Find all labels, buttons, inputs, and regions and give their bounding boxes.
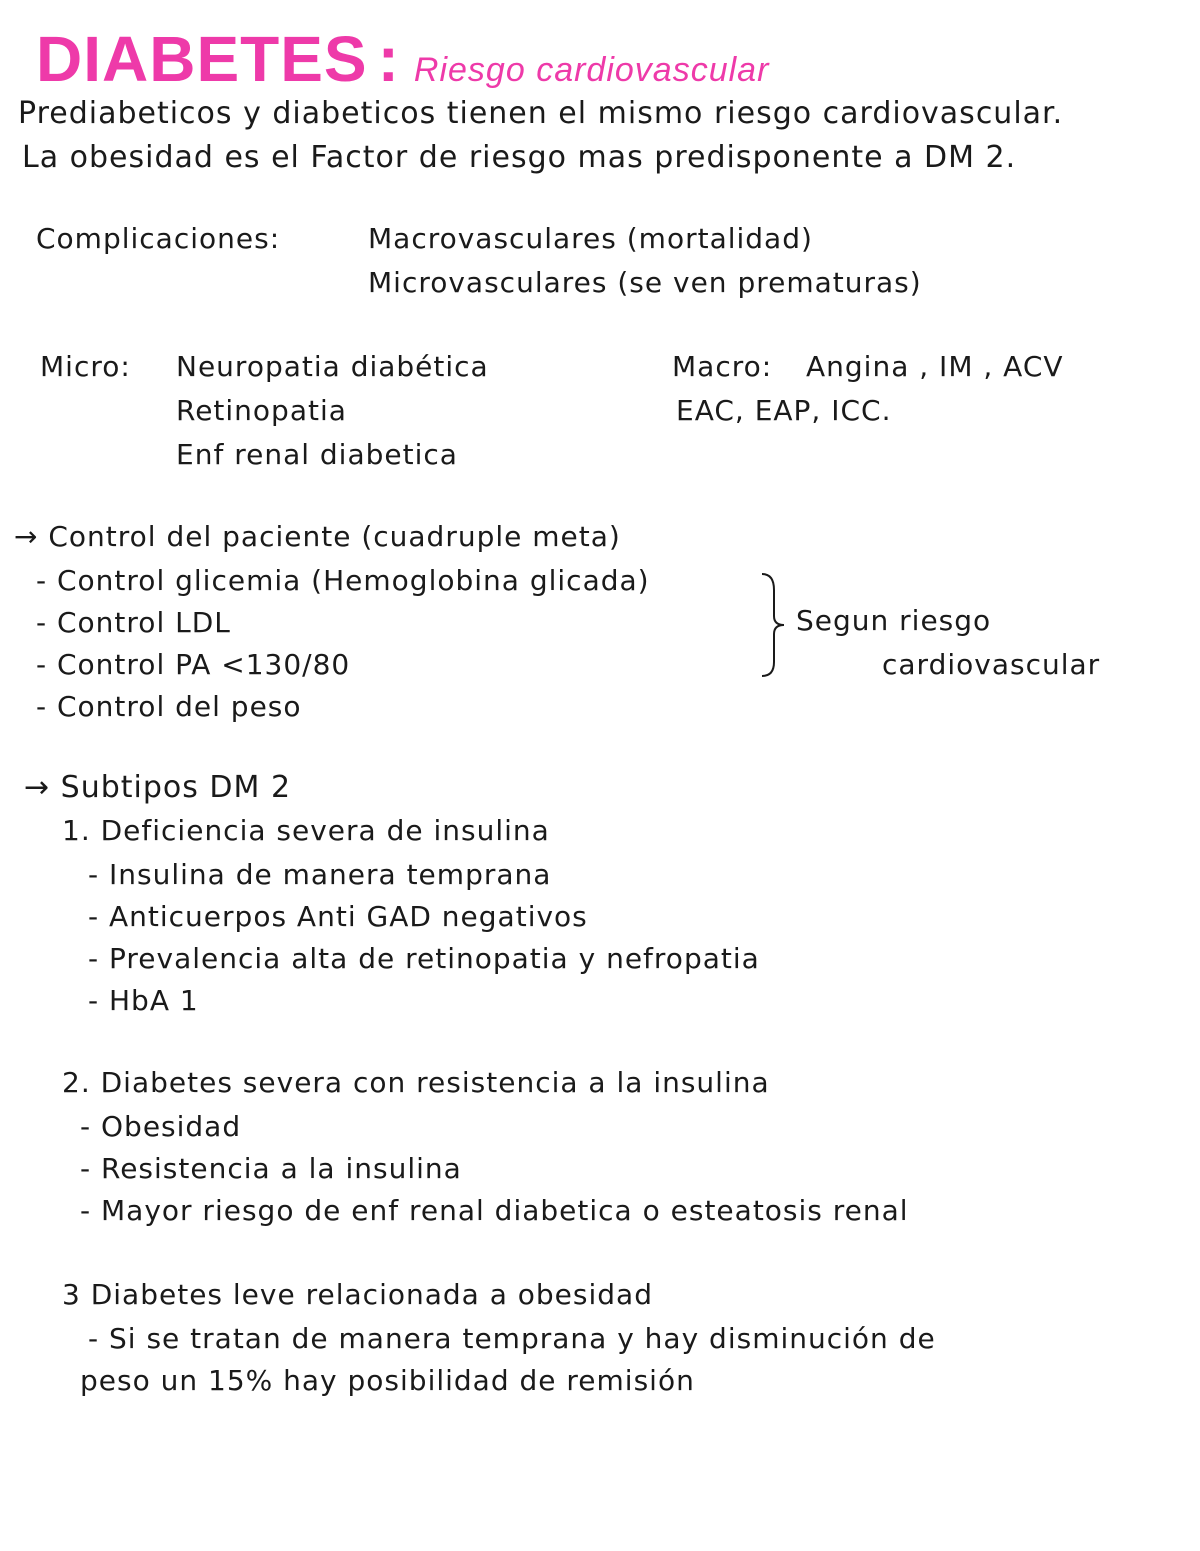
intro-line-2: La obesidad es el Factor de riesgo mas predisponente a DM 2. — [22, 140, 1017, 175]
complicacion-macro: Macrovasculares (mortalidad) — [368, 222, 813, 255]
subtipo-1-item-3: - Prevalencia alta de retinopatia y nefropatia — [88, 942, 760, 975]
subtipo-3-item-1: - Si se tratan de manera temprana y hay disminución de — [88, 1322, 936, 1355]
micro-item-2: Retinopatia — [176, 394, 347, 427]
intro-line-1: Prediabeticos y diabeticos tienen el mismo riesgo cardiovascular. — [18, 96, 1064, 131]
subtipo-1-item-4: - HbA 1 — [88, 984, 199, 1017]
control-item-2: - Control LDL — [36, 606, 231, 639]
subtipo-3-title: 3 Diabetes leve relacionada a obesidad — [62, 1278, 653, 1311]
page-title — [36, 22, 769, 96]
macro-label: Macro: — [672, 350, 773, 383]
complicacion-micro: Microvasculares (se ven prematuras) — [368, 266, 922, 299]
control-heading: → Control del paciente (cuadruple meta) — [14, 520, 621, 553]
subtipo-1-title: 1. Deficiencia severa de insulina — [62, 814, 550, 847]
brace-icon — [758, 570, 788, 680]
micro-item-3: Enf renal diabetica — [176, 438, 458, 471]
subtipo-2-item-2: - Resistencia a la insulina — [80, 1152, 462, 1185]
subtipo-1-item-2: - Anticuerpos Anti GAD negativos — [88, 900, 588, 933]
control-note-1: Segun riesgo — [796, 604, 992, 637]
macro-item-1: Angina , IM , ACV — [806, 350, 1064, 383]
control-note-2: cardiovascular — [882, 648, 1101, 681]
title-separator: : — [377, 23, 400, 95]
complicaciones-label: Complicaciones: — [36, 222, 281, 255]
subtipo-2-title: 2. Diabetes severa con resistencia a la insulina — [62, 1066, 770, 1099]
subtipos-heading: → Subtipos DM 2 — [24, 770, 292, 805]
title-main: DIABETES — [36, 23, 368, 95]
subtipo-2-item-3: - Mayor riesgo de enf renal diabetica o esteatosis renal — [80, 1194, 909, 1227]
brace-shape — [758, 570, 788, 680]
control-item-4: - Control del peso — [36, 690, 302, 723]
control-item-3: - Control PA <130/80 — [36, 648, 351, 681]
micro-label: Micro: — [40, 350, 131, 383]
title-subtitle: Riesgo cardiovascular — [413, 51, 770, 89]
macro-item-2: EAC, EAP, ICC. — [676, 394, 892, 427]
subtipo-1-item-1: - Insulina de manera temprana — [88, 858, 552, 891]
micro-item-1: Neuropatia diabética — [176, 350, 489, 383]
control-item-1: - Control glicemia (Hemoglobina glicada) — [36, 564, 650, 597]
subtipo-2-item-1: - Obesidad — [80, 1110, 242, 1143]
subtipo-3-item-2: peso un 15% hay posibilidad de remisión — [80, 1364, 695, 1397]
